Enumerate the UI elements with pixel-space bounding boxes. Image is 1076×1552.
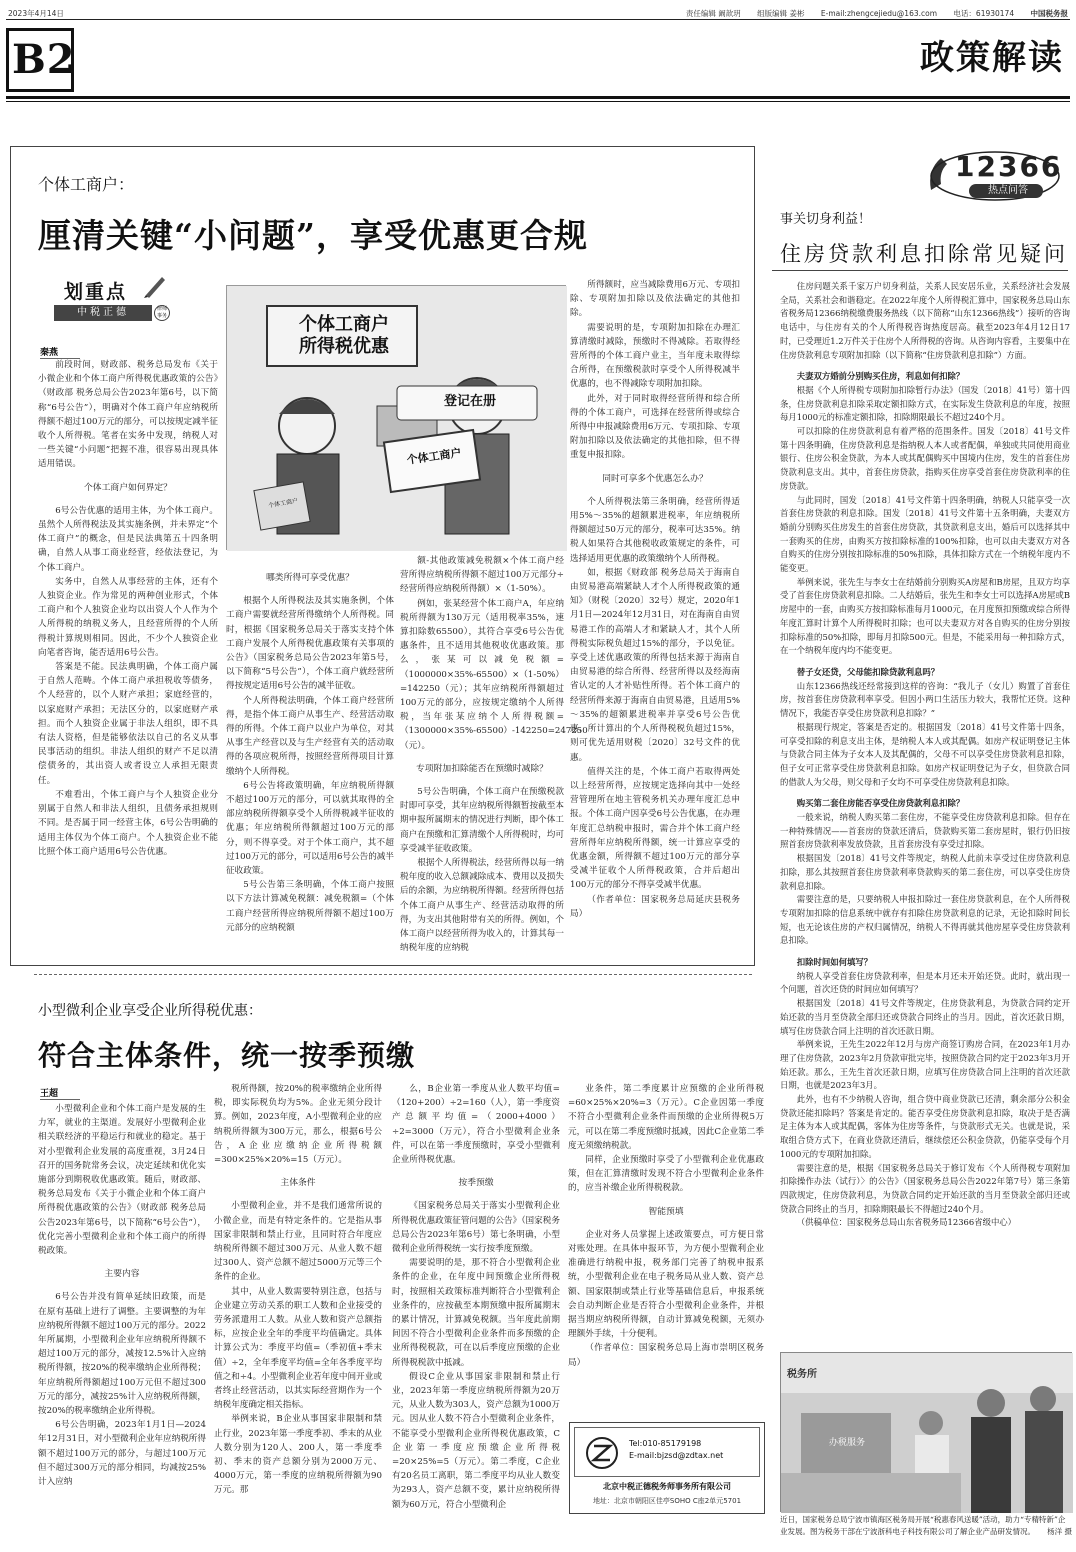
cartoon-sign bbox=[279, 314, 409, 358]
paragraph: 此外，也有不少纳税人咨询，组合贷中商业贷款已还清，剩余部分公积金贷款还能扣除吗？答案是肯定的。能否享受住房贷款利息扣除，取决于是否满足主体为本人或其配偶，客体为住房等条件，与贷款形式无关。也就是说，采取组合贷方式下，在商业贷款还清后，继续偿还公积金贷款，仍能享受每个月1000元的专项附加扣除。 bbox=[780, 1094, 1070, 1159]
byline: （作者单位：国家税务总局上海市崇明区税务局） bbox=[568, 1343, 764, 1368]
divider bbox=[34, 974, 752, 975]
paragraph: 此外，对于同时取得经营所得和综合所得的个体工商户，可选择在经营所得或综合所得中申报减除费用6万元、专项扣除、专项附加扣除以及依法确定的其他扣除，但不得重复申报扣除。 bbox=[570, 393, 740, 461]
article1-col3 bbox=[400, 554, 588, 964]
article2-headline: 符合主体条件，统一按季预缴 bbox=[38, 1039, 416, 1072]
paragraph: 与此同时，国发〔2018〕41号文件第十四条明确，纳税人只能享受一次首套住房贷款的利息扣除。国发〔2018〕41号文件第十五条明确，夫妻双方婚前分别购买住房发生的首套住房贷款，其贷款利息支出，婚后可以选择其中一套购买的住房，由购买方按扣除标准的100%扣除，也可以由夫妻双方对各自购买的住房分别按扣除标准的50%扣除，具体扣除方式在一个纳税年度内不能变更。 bbox=[780, 494, 1070, 574]
cartoon-illustration bbox=[226, 285, 566, 550]
article1-author: 秦燕 bbox=[40, 345, 80, 359]
paragraph: 举例来说，B企业从事国家非限制和禁止行业，2023年第一季度季初、季末的从业人数分别为120人、200人，第一季度季初、季末的资产总额分别为2000万元、4000万元，第一季度的应纳税所得额为90万元。那 bbox=[214, 1414, 382, 1496]
article1-headline: 厘清关键“小问题”，享受优惠更合规 bbox=[38, 216, 588, 255]
paragraph: 举例来说，张先生与李女士在结婚前分别购买A房屋和B房屋，且双方均享受了首套住房贷款利息扣除。二人结婚后，张先生和李女士可以选择A房屋或B房屋中的一套，由购买方按扣除标准每月1000元，在月度预扣预缴或综合所得年度汇算时计算个人所得税时扣除；也可以夫妻双方对各自购买的住房分别按扣除标准的50%扣除，即每月扣除500元。但是，不能采用每一种扣除方式，在一个纳税年度内均不能变更。 bbox=[780, 576, 1070, 656]
article1-col4 bbox=[570, 278, 740, 964]
paragraph: 例如，张某经营个体工商户A，年应纳税所得额为130万元（适用税率35%，速算扣除数65500），其符合享受6号公告优惠条件，且不适用其他税收优惠政策。那么，张某可以减免税额=（1000000×35%-65500）×（1-50%）=142250（元）；其年应纳税所得额超过100万元的部分，应按规定缴纳个人所得税，当年张某应纳个人所得税额=（1300000×35%-65500）-142250=247250（元）。 bbox=[400, 598, 588, 751]
cartoon-tag: 个体工商户 bbox=[267, 497, 299, 510]
paper-name: 中国税务报 bbox=[1030, 9, 1068, 18]
paragraph: 6号公告并没有简单延续旧政策，而是在原有基础上进行了调整。主要调整的为年应纳税所得额不超过100万元的部分。2022年所属期，小型微利企业年应纳税所得额不超过100万元的部分，减按12.5%计入应纳税所得额，按20%的税率缴纳企业所得税；年应纳税所得额超过100万元但不超过300万元的部分，减按25%计入应纳税所得额，按20%的税率缴纳企业所得税。 bbox=[38, 1292, 206, 1417]
article1-col1 bbox=[38, 358, 218, 968]
subheading: 智能预填 bbox=[648, 1206, 684, 1217]
paragraph: （供稿单位：国家税务总局山东省税务局12366省级中心） bbox=[796, 1217, 1017, 1228]
paragraph: 5号公告第三条明确，个体工商户按照以下方法计算减免税额：减免税额=（个体工商户经营所得应纳税所得额不超过100万元部分的应纳税额 bbox=[226, 880, 394, 933]
paragraph: 根据《个人所得税专项附加扣除暂行办法》（国发〔2018〕41号）第十四条，住房贷款利息扣除采取定额扣除方式，在实际发生贷款利息的年度，按照每月1000元的标准定额扣除，扣除期限最长不超过240个月。 bbox=[780, 384, 1070, 423]
news-photo bbox=[780, 1352, 1072, 1512]
hotline-subtitle: 热点问答 bbox=[988, 185, 1028, 196]
key-points-stamp bbox=[42, 277, 172, 335]
paragraph: 假设C企业从事国家非限制和禁止行业，2023年第一季度应纳税所得额为20万元，从业人数为303人，资产总额为1000万元。因从业人数不符合小型微利企业条件，不能享受小型微利企业所得税优惠政策，C企业第一季度应预缴企业所得税=20×25%=5（万元）。第二季度，C企业有20名员工离职，第二季度平均从业人数变为293人，资产总额不变，累计应纳税所得额为60万元，符合小型微利企 bbox=[392, 1371, 560, 1510]
photo-scene bbox=[781, 1353, 1073, 1513]
article2-col3 bbox=[392, 1082, 560, 1538]
subheading: 主体条件 bbox=[280, 1178, 316, 1189]
paragraph: 企业对务人员掌握上述政策要点，可方便日常对账处理。在具体申报环节，为方便小型微利企业准确进行纳税申报，税务部门完善了纳税申报系统，小型微利企业在电子税务局从业人数、资产总额、国家限制或禁止行业等基础信息后，申报系统会自动判断企业是否符合小型微利企业条件，并根据当期应纳税所得额，自动计算减免税额，无须办理额外手续，十分便利。 bbox=[568, 1229, 764, 1340]
paragraph: 额-其他政策减免税额×个体工商户经营所得应纳税所得额不超过100万元部分÷经营所得应纳税所得额）×（1-50%）。 bbox=[400, 556, 564, 595]
paragraph: 纳税人享受首套住房贷款利率，但是本月还未开始还贷。此时，就出现一个问题，首次还贷的时间应如何填写？ bbox=[780, 970, 1070, 995]
cartoon-sign-line2: 所得税优惠 bbox=[299, 336, 389, 357]
paragraph: 根据国发〔2018〕41号文件等规定，纳税人此前未享受过住房贷款利息扣除，那么其按照首套住房贷款利率贷款购买的第二套住房，可以享受住房贷款利息扣除。 bbox=[780, 853, 1070, 891]
paragraph: 6号公告将政策明确，年应纳税所得额不超过100万元的部分，可以就其取得的全部应纳税所得额享受个人所得税减半征收的优惠；年应纳税所得额超过100万元的部分，则不得享受。对于个体工商户，其不超过100万元的部分，可以适用6号公告的减半征收政策。 bbox=[226, 780, 394, 877]
pen-icon bbox=[142, 273, 168, 299]
cartoon-card: 个体工商户 bbox=[405, 446, 463, 467]
article2-author: 王超 bbox=[40, 1086, 80, 1100]
issue-date: 2023年4月14日 bbox=[8, 9, 64, 18]
paragraph: 答案是不能。民法典明确，个体工商户属于自然人范畴。个体工商户承担税收等债务，个人经营的，以个人财产承担；家庭经营的，以家庭财产承担；无法区分的，以家庭财产承担。而个人独资企业属于非法人组织，即不具有法人资格，但是能够依法以自己的名义从事民事活动的组织。非法人组织的财产不足以清偿债务的，其出资人或者设立人承担无限责任。 bbox=[38, 662, 218, 786]
paragraph: 根据国发〔2018〕41号文件等规定，住房贷款利息，为贷款合同约定开始还款的当月至贷款全部归还或贷款合同终止的当月。因此，首次还款日期，填写住房贷款合同上注明的首次还款日期。 bbox=[780, 998, 1070, 1036]
paragraph: 同样，企业预缴时享受了小型微利企业优惠政策，但在汇算清缴时发现不符合小型微利企业条件的，应当补缴企业所得税税款。 bbox=[568, 1155, 764, 1194]
stamp-title: 划重点 bbox=[64, 281, 128, 303]
paragraph: 6号公告优惠的适用主体，为个体工商户。虽然个人所得税法及其实施条例，并未界定“个体工商户”的概念，但是民法典第五十四条明确，自然人从事工商业经营，经依法登记，为个体工商户。 bbox=[38, 505, 218, 573]
section-title: 政策解读 bbox=[920, 38, 1064, 78]
paragraph: 如，根据《财政部 税务总局关于海南自由贸易港高端紧缺人才个人所得税政策的通知》（财税〔2020〕32号）规定，2020年1月1日—2024年12月31日，对在海南自由贸易港工作的高端人才和紧缺人才，其个人所得税实际税负超过15%的部分，予以免征。享受上述优惠政策的所得包括来源于海南自由贸易港的综合所得、经营所得以及经海南省认定的人才补贴性所得。若个体工商户的经营所得来源于海南自由贸易港，且适用5%～35%的超额累进税率并享受6号公告优惠，所计算出的个人所得税税负超过15%，则可优先适用财税〔2020〕32号文件的优惠。 bbox=[570, 567, 740, 763]
photo-screen-text: 办税服务 bbox=[828, 1438, 865, 1448]
divider bbox=[6, 101, 1070, 102]
hotline-logo bbox=[925, 150, 1065, 202]
paragraph: 个人所得税法第三条明确，经营所得适用5%～35%的超额累进税率，年应纳税所得额超过50万元的部分，税率可达35%。纳税人如果符合其他税收政策规定的条件，可选择适用更优惠的政策缴纳个人所得税。 bbox=[570, 496, 740, 564]
article2-col2 bbox=[214, 1082, 382, 1538]
byline: （作者单位：国家税务总局延庆县税务局） bbox=[570, 894, 740, 919]
email: E-mail:zhengcejiedu@163.com bbox=[820, 9, 938, 18]
paragraph: 小型微利企业，并不是我们通常所说的小微企业，而是有特定条件的。它是指从事国家非限制和禁止行业，且同时符合年度应纳税所得额不超过300万元、从业人数不超过300人、资产总额不超过5000万元等三个条件的企业。 bbox=[214, 1201, 382, 1283]
paragraph: 需要说明的是，那不符合小型微利企业条件的企业，在年度中间预缴企业所得税时，按照相关政策标准判断符合小型微利企业条件的，应按截至本期预缴申报所属期末的累计情况，计算减免税额。当年度此前期间因不符合小型微利企业条件而多预缴的企业所得税税款，可在以后季度应预缴的企业所得税税款中抵减。 bbox=[392, 1258, 560, 1368]
ad-inner bbox=[574, 1427, 760, 1477]
ad-contact bbox=[629, 1438, 723, 1462]
photo-caption bbox=[780, 1514, 1072, 1538]
phone: 电话：61930174 bbox=[953, 9, 1015, 18]
paragraph: 一般来说，纳税人购买第二套住房，不能享受住房贷款利息扣除。但存在一种特殊情况——首套房的贷款还清后，贷款购买第二套房屋时，银行仍旧按照首套房贷款利率发放贷款，且首套房没有享受过扣除。 bbox=[780, 812, 1070, 850]
paragraph: 5号公告明确，个体工商户在预缴税款时即可享受，其年应纳税所得额暂按截至本期申报所属期末的情况进行判断，即个体工商户在预缴和汇算清缴个人所得税时，均可享受减半征收政策。 bbox=[400, 787, 564, 854]
question-heading: 扣除时间如何填写？ bbox=[796, 957, 873, 968]
paragraph: 举例来说，王先生2022年12月与房产商签订购房合同，在2023年1月办理了住房贷款，2023年2月贷款审批完毕，按照贷款合同约定于2023年3月开始还款。那么，王先生首次还款日期，应填写住房贷款合同上注明的首次还款日期，也就是2023年3月。 bbox=[780, 1039, 1070, 1091]
stamp-bar: 中税正德 bbox=[54, 305, 152, 321]
subheading: 同时可享多个优惠怎么办？ bbox=[602, 473, 708, 484]
masthead-topline bbox=[6, 6, 1070, 20]
layout-editor: 组版编辑 姜彬 bbox=[757, 9, 805, 18]
cartoon-sign-line1: 个体工商户 bbox=[299, 314, 389, 335]
ad-email: E-mail:bjzsd@zdtax.net bbox=[629, 1451, 724, 1460]
paragraph: 前段时间，财政部、税务总局发布《关于小微企业和个体工商户所得税优惠政策的公告》（财政部 税务总局公告2023年第6号，以下简称“6号公告”），明确对个体工商户年应纳税所得额不超过100万元的部分，可以按规定减半征收个人所得税。笔者在实务中发现，纳税人对一些关键“小问题”把握不准，很容易出现具体适用错误。 bbox=[38, 360, 218, 470]
photographer: 杨洋 摄 bbox=[1047, 1527, 1072, 1536]
article1-col2 bbox=[226, 562, 394, 964]
question-heading: 购买第二套住房能否享受住房贷款利息扣除？ bbox=[796, 798, 965, 809]
paragraph: 实务中，自然人从事经营的主体，还有个人独资企业。作为常见的两种创业形式，个体工商户和个人独资企业均以出资人个人作为个人所得税的纳税义务人，且经营所得的个人所得税计算规则相同。因此，不少个人独资企业向笔者咨询，能否适用6号公告。 bbox=[38, 576, 218, 658]
article2-col4 bbox=[568, 1082, 764, 1418]
right-article-body bbox=[780, 280, 1070, 1344]
paragraph: 《国家税务总局关于落实小型微利企业所得税优惠政策征管问题的公告》（国家税务总局公告2023年第6号）第七条明确，小型微利企业所得税统一实行按季度预缴。 bbox=[392, 1201, 560, 1255]
paragraph: 需要说明的是，专项附加扣除在办理汇算清缴时减除，预缴时不得减除。若取得经营所得的个体工商户业主，当年度未取得综合所得，在预缴税款时享受个人所得税减半优惠的，也不得减除专项附加扣除。 bbox=[570, 322, 740, 390]
article2-kicker: 小型微利企业享受企业所得税优惠： bbox=[38, 1003, 262, 1019]
hotline-number: 12366 bbox=[955, 150, 1063, 183]
article1-kicker: 个体工商户： bbox=[38, 175, 135, 194]
right-headline: 住房贷款利息扣除常见疑问 bbox=[780, 242, 1068, 266]
caption-text: 近日，国家税务总局宁波市镇海区税务局开展“税惠春风送暖”活动，助力“专精特新”企业发展。图为税务干部在宁波浙科电子科技有限公司了解企业产品研发情况。 bbox=[780, 1515, 1066, 1536]
paragraph: 小型微利企业和个体工商户是发展的生力军，就业的主渠道。发展好小型微利企业相关联经济的平稳运行和就业的稳定。基于对小型微利企业发展的高度重视，3月24日召开的国务院常务会议，决定延续和优化实施部分到期税收优惠政策。随后，财政部、税务总局发布《关于小微企业和个体工商户所得税优惠政策的公告》（财政部 税务总局公告2023年第6号，以下简称“6号公告”），优化完善小型微利企业和个体工商户的所得税政策。 bbox=[38, 1104, 206, 1257]
advertisement bbox=[569, 1422, 765, 1514]
divider bbox=[6, 96, 1070, 99]
subheading: 主要内容 bbox=[104, 1269, 140, 1280]
stamp-seal: 律师事务 bbox=[154, 305, 170, 321]
subheading: 专项附加扣除能否在预缴时减除？ bbox=[416, 763, 548, 774]
ad-phone: Tel:010-85179198 bbox=[629, 1439, 702, 1448]
ad-company-name: 北京中税正德税务师事务所有限公司 bbox=[603, 1482, 731, 1491]
paragraph: 可以扣除的住房贷款利息有着严格的范围条件。国发〔2018〕41号文件第十四条明确，住房贷款利息是指纳税人本人或者配偶，单独或共同使用商业银行、住房公积金贷款，为本人或其配偶购买中国境内住房，发生的首套住房贷款利息支出。其中，首套住房贷款，指购买住房享受首套住房贷款利率的住房贷款。 bbox=[780, 426, 1070, 491]
subheading: 个体工商户如何界定？ bbox=[84, 482, 172, 493]
ad-address: 地址：北京市朝阳区佳亭SOHO C座2单元5701 bbox=[592, 1497, 742, 1505]
company-logo-icon bbox=[585, 1436, 619, 1470]
paragraph: 6号公告明确，2023年1月1日—2024年12月31日，对小型微利企业年应纳税所得额不超过100万元的部分，与超过100万元但不超过300万元的部分相同，均减按25%计入应纳 bbox=[38, 1420, 206, 1488]
paragraph: 住房问题关系千家万户切身利益，关系人民安居乐业，关系经济社会发展全局，关系社会和谐稳定。在2022年度个人所得税汇算中，国家税务总局山东省税务局12366纳税缴费服务热线（以下简称“山东12366热线”）接听的咨询电话中，与住房有关的个人所得税咨询热度居高。截至2023年4月12日17时，已受理近1.2万件关于住房个人所得税的咨询。从咨询内容看，主要集中在住房贷款利息专项附加扣除（以下简称“住房贷款利息扣除”）方面。 bbox=[780, 281, 1070, 360]
page-number: B2 bbox=[12, 36, 76, 83]
paragraph: 个人所得税法明确，个体工商户经营所得，是指个体工商户从事生产、经营活动取得的所得。个体工商户以业户为单位，对其从事生产经营以及与生产经营有关的活动取得的各项应税所得，按照经营所得项目计算缴纳个人所得税。 bbox=[226, 695, 394, 777]
paragraph: 其中，从业人数需要特别注意，包括与企业建立劳动关系的职工人数和企业接受的劳务派遣用工人数。从业人数和资产总额指标，应按企业全年的季度平均值确定。具体计算公式为：季度平均值=（季初值+季末值）÷2，全年季度平均值=全年各季度平均值之和÷4。小型微利企业若年度中间开业或者终止经营活动，以其实际经营期作为一个纳税年度确定相关指标。 bbox=[214, 1286, 382, 1411]
paragraph: 税所得额，按20%的税率缴纳企业所得税，即实际税负均为5%。企业无须分段计算。例如，2023年度，A小型微利企业的应纳税所得额为300万元，那么，根据6号公告，A企业应缴纳企业所得税额=300×25%×20%=15（万元）。 bbox=[214, 1084, 382, 1166]
question-heading: 替子女还贷，父母能扣除贷款利息吗？ bbox=[796, 666, 940, 677]
paragraph: 山东12366热线还经常接到这样的咨询：“我儿子（女儿）购置了首套住房，按首套住房贷款利率享受。但因小两口生活压力较大，我帮忙还贷。这种情况下，我能否享受住房贷款利息扣除？” bbox=[780, 680, 1070, 719]
cartoon-badge: 登记在册 bbox=[443, 394, 496, 409]
photo-sign: 税务所 bbox=[787, 1369, 817, 1380]
paragraph: 根据个人所得税法及其实施条例，个体工商户需要就经营所得缴纳个人所得税。同时，根据《国家税务总局关于落实支持个体工商户发展个人所得税优惠政策有关事项的公告》（国家税务总局公告2023年第5号，以下简称“5号公告”），个体工商户就经营所得按规定适用6号公告的减半征收。 bbox=[226, 596, 394, 692]
paragraph: 业条件，第二季度累计应预缴的企业所得税=60×25%×20%=3（万元）。C企业因第一季度不符合小型微利企业条件而预缴的企业所得税5万元，可以在第二季度预缴时抵减，因此C企业第二季度无须缴纳税款。 bbox=[568, 1084, 764, 1151]
paragraph: 需要注意的是，根据《国家税务总局关于修订发布〈个人所得税专项附加扣除操作办法（试行）〉的公告》（国家税务总局公告2022年第7号）第三条第四款规定，住房贷款利息，为贷款合同约定开始还款的当月至贷款全部归还或贷款合同终止的当月，扣除期限最长不得超过240个月。 bbox=[780, 1162, 1070, 1214]
paragraph: 所得额时，应当减除费用6万元、专项扣除、专项附加扣除以及依法确定的其他扣除。 bbox=[570, 280, 740, 319]
divider bbox=[6, 19, 1070, 20]
paragraph: 么，B企业第一季度从业人数平均值=（120+200）÷2=160（人），第一季度资产总额平均值=（2000+4000）÷2=3000（万元），符合小型微利企业条件，可以在第一季度预缴时，享受小型微利企业所得税优惠。 bbox=[392, 1084, 560, 1166]
paragraph: 需要注意的是，只要纳税人申报扣除过一套住房贷款利息，在个人所得税专项附加扣除的信息系统中就存有扣除住房贷款利息的记录，无论扣除时间长短，也无论该住房的产权归属情况，纳税人不得再就其他房屋享受住房贷款利息扣除。 bbox=[780, 894, 1070, 946]
editor: 责任编辑 阚歆玥 bbox=[685, 9, 741, 18]
paragraph: 不难看出，个体工商户与个人独资企业分别属于自然人和非法人组织，且债务承担规则不同。是否属于同一经营主体，6号公告明确的适用主体仅为个体工商户。个人独资企业不能比照个体工商户适用6号公告优惠。 bbox=[38, 789, 218, 857]
subheading: 哪类所得可享受优惠？ bbox=[266, 573, 354, 583]
masthead-info bbox=[672, 8, 1068, 19]
article2-col1 bbox=[38, 1102, 206, 1538]
paragraph: 根据现行规定，答案是否定的。根据国发〔2018〕41号文件第十四条，可享受扣除的利息支出主体，是纳税人本人或其配偶。如房产权证明登记主体与贷款合同主体为子女本人及其配偶的，父母不可以享受住房贷款利息扣除，但子女可正常享受住房贷款利息扣除。如房产权证明登记为子女，但贷款合同的借款人为父母，则父母和子女均不可享受住房贷款利息扣除。 bbox=[780, 721, 1070, 787]
divider bbox=[772, 270, 1068, 271]
paragraph: 根据个人所得税法，经营所得以每一纳税年度的收入总额减除成本、费用以及损失后的余额，为应纳税所得额。经营所得包括个体工商户从事生产、经营活动取得的所得，为支出其他附带有关的所得。例如，个体工商户以经营所得为收入的，计算其每一纳税年度的应纳税 bbox=[400, 858, 564, 954]
paragraph: 值得关注的是，个体工商户若取得两处以上经营所得，应按规定选择向其中一处经营管理所在地主管税务机关办理年度汇总申报。个体工商户因享受6号公告优惠，在办理年度汇总纳税申报时，需合并个体工商户经营所得年应纳税所得额，统一计算应享受的优惠金额，所得额不超过100万元的部分享受减半征收个人所得税政策，合并后超出100万元的部分不得享受减半优惠。 bbox=[570, 766, 740, 891]
right-kicker: 事关切身利益！ bbox=[780, 212, 872, 227]
subheading: 按季预缴 bbox=[458, 1178, 494, 1189]
question-heading: 夫妻双方婚前分别购买住房，利息如何扣除？ bbox=[796, 371, 965, 382]
